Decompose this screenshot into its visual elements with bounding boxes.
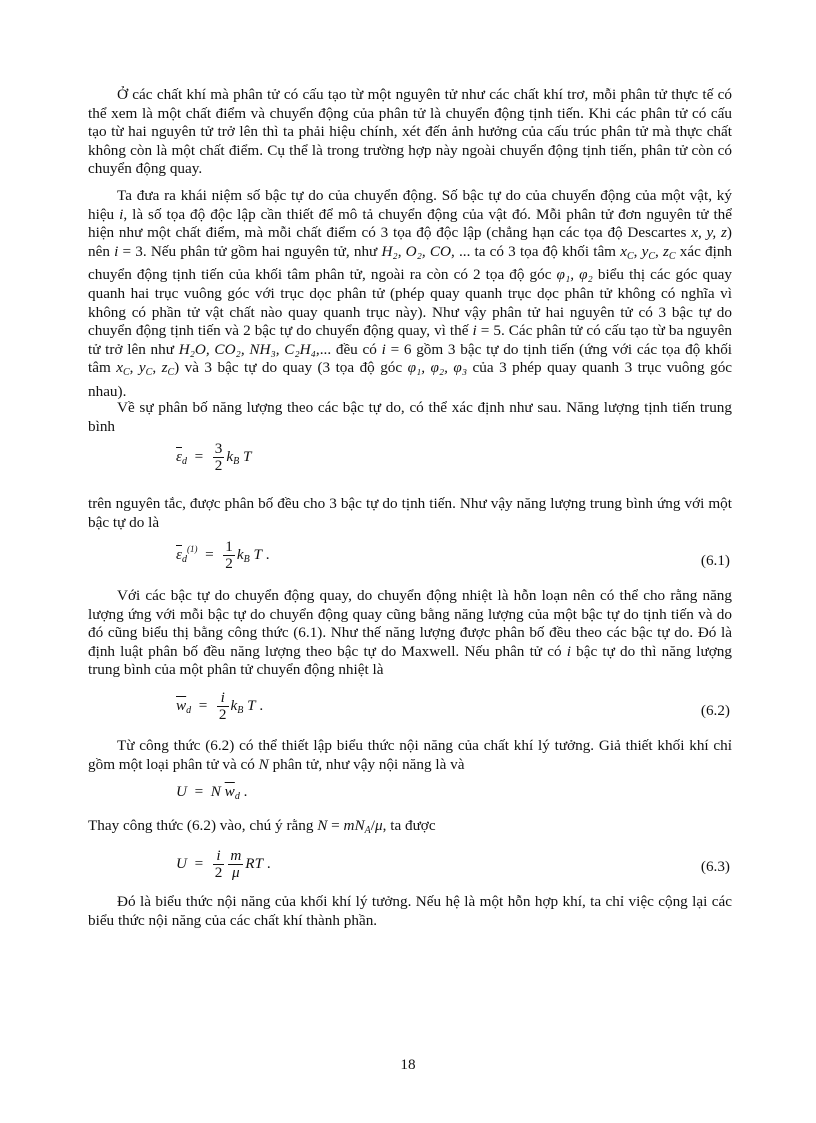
paragraph-energy-distribution: Về sự phân bố năng lượng theo các bậc tự do, có thể xác định như sau. Năng lượng tịnh tiến trung bình [88, 399, 732, 435]
equation-6-3: U = $\frac{i}{2}$ $\frac{m}{\mu}$ RT . [176, 847, 271, 881]
page-number: 18 [400, 1056, 416, 1073]
equation-6-2: $\overline{w}_d$ = $\frac{i}{2}$ $k_B$ T . [176, 689, 264, 723]
paragraph-monatomic: Ở các chất khí mà phân tử có cấu tạo từ một nguyên tử như các chất khí trơ, mỗi phân tử thực tế có thể xem là một chất điểm và chuyển động của phân tử là chuyển động tịnh tiến. Khi các phân tử có cấu tạo từ hai nguyên tử trở lên thì ta phải hiệu chính, xét đến ảnh hưởng của cấu trúc phân tử mà thực chất không còn là một chất điểm. Cụ thể là trong trường hợp này ngoài chuyển động tịnh tiến, phân tử còn có chuyển động quay. [88, 86, 732, 178]
paragraph-degrees-of-freedom: Ta đưa ra khái niệm số bậc tự do của chuyển động. Số bậc tự do của chuyển động của một vật, ký hiệu i, là số tọa độ độc lập cần thiết để mô tả chuyển động của vật đó. Mỗi phân tử đơn nguyên tử thể hiện như một chất điểm, mà mỗi chất điểm có 3 tọa độ độc lập (chẳng hạn các tọa độ Descartes x, y, z) nên i = 3. Nếu phân tử gồm hai nguyên tử, như H₂, O₂, CO, ... ta có 3 tọa độ khối tâm $x_C$, $y_C$, $z_C$ xác định chuyển động tịnh tiến của khối tâm phân tử, ngoài ra còn có 2 tọa độ góc φ₁, φ₂ biểu thị các góc quay quanh hai trục vuông góc với trục dọc phân tử (phép quay quanh trục dọc phân tử không có nghĩa vì không có phần tử vật chất nào quay quanh trục này). Như vậy phân tử hai nguyên tử có 3 bậc tự do chuyển động tịnh tiến và 2 bậc tự do chuyển động quay, vì thế i = 5. Các phân tử có cấu tạo từ ba nguyên tử trở lên như H₂O, CO₂, NH₃, C₂H₄,... đều có i = 6 gồm 3 bậc tự do tịnh tiến (ứng với các tọa độ khối tâm $x_C$, $y_C$, $z_C$) và 3 bậc tự do quay (3 tọa độ góc φ₁, φ₂, φ₃ của 3 phép quay quanh 3 trục vuông góc nhau). [88, 187, 733, 400]
equation-internal-energy: U = N $\overline{w}_d$ . [176, 783, 248, 802]
equation-number-6-3: (6.3) [700, 858, 730, 875]
equation-number-6-1: (6.1) [700, 552, 730, 569]
paragraph-equipartition: Với các bậc tự do chuyển động quay, do chuyển động nhiệt là hỗn loạn nên có thể cho rằng năng lượng ứng với mỗi bậc tự do chuyển động quay cũng bằng năng lượng của một bậc tự do tịnh tiến và do đó cũng biểu thị bằng công thức (6.1). Như thế năng lượng được phân bố đều theo các bậc tự do. Đó là định luật phân bố đều năng lượng theo bậc tự do Maxwell. Nếu phân tử có i bậc tự do thì năng lượng trung bình của một phân tử chuyển động nhiệt là [88, 587, 732, 679]
paragraph-internal-energy: Từ công thức (6.2) có thể thiết lập biểu thức nội năng của chất khí lý tưởng. Giả thiết khối khí chỉ gồm một loại phân tử và có N phân tử, như vậy nội năng là và [88, 737, 732, 773]
paragraph-substitute: Thay công thức (6.2) vào, chú ý rằng $N = mN_A/\mu$, ta được [88, 817, 436, 836]
paragraph-conclusion: Đó là biểu thức nội năng của khối khí lý tưởng. Nếu hệ là một hỗn hợp khí, ta chỉ việc cộng lại các biểu thức nội năng của các chất khí thành phần. [88, 893, 732, 929]
paragraph-per-degree: trên nguyên tắc, được phân bố đều cho 3 bậc tự do tịnh tiến. Như vậy năng lượng trung bình ứng với một bậc tự do là [88, 495, 732, 531]
equation-6-1: $\overline{\varepsilon}_d^{(1)}$ = $\frac{1}{2}$ $k_B$ T . [176, 538, 270, 572]
equation-translational-energy: $\overline{\varepsilon}_d$ = $\frac{3}{2}$ $k_B$ T [176, 440, 252, 474]
equation-number-6-2: (6.2) [700, 702, 730, 719]
